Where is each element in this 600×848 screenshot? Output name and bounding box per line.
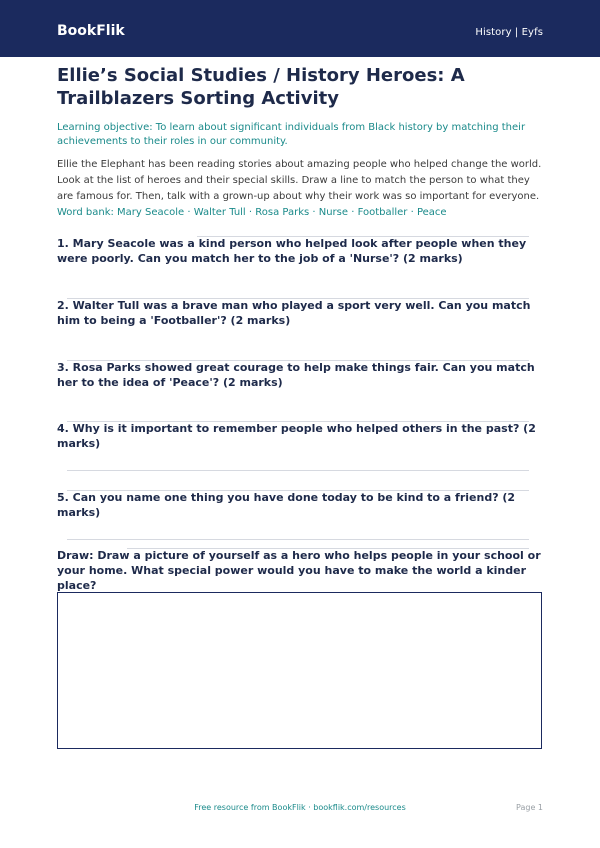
question-5: 5. Can you name one thing you have done today to be kind to a friend? (2 marks)	[57, 491, 516, 519]
intro-text: Ellie the Elephant has been reading stories about amazing people who helped change the world. Look at the list of heroes and their special skills. Draw a line to match the person to what they are famous for. Then, talk with a grown-up about why their work was so important for everyone.	[57, 159, 542, 202]
learning-objective: Learning objective: To learn about significant individuals from Black history by matching their achievements to their roles in our community.	[57, 122, 526, 147]
answer-line[interactable]	[67, 470, 529, 471]
question-2: 2. Walter Tull was a brave man who played a sport very well. Can you match him to being a 'Footballer'? (2 marks)	[57, 299, 531, 327]
footer-text[interactable]: Free resource from BookFlik · bookflik.com/resources	[194, 803, 406, 812]
subject-tag: History | Eyfs	[475, 27, 543, 38]
page-title: Ellie’s Social Studies / History Heroes: A Trailblazers Sorting Activity	[57, 65, 465, 109]
draw-prompt: Draw: Draw a picture of yourself as a hero who helps people in your school or your home. What special power would you have to make the world a kinder place?	[57, 549, 541, 592]
page-number: Page 1	[516, 803, 543, 812]
word-bank: Word bank: Mary Seacole · Walter Tull · Rosa Parks · Nurse · Footballer · Peace	[57, 207, 447, 218]
brand-logo[interactable]: BookFlik	[57, 23, 125, 39]
answer-line[interactable]	[67, 539, 529, 540]
question-3: 3. Rosa Parks showed great courage to help make things fair. Can you match her to the idea of 'Peace'? (2 marks)	[57, 361, 535, 389]
question-1: 1. Mary Seacole was a kind person who helped look after people when they were poorly. Can you match her to the job of a 'Nurse'? (2 marks)	[57, 237, 527, 265]
question-4: 4. Why is it important to remember people who helped others in the past? (2 marks)	[57, 422, 536, 450]
header-bar	[0, 0, 600, 57]
drawing-box[interactable]	[57, 592, 542, 749]
